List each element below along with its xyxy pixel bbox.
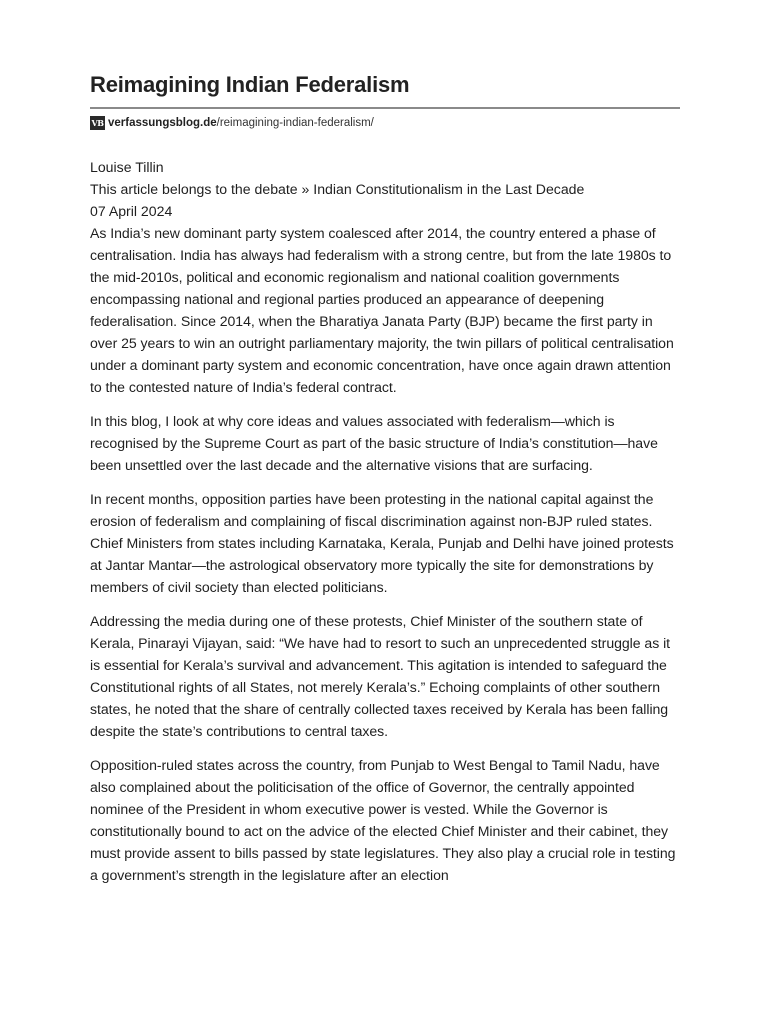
publish-date: 07 April 2024 [90, 203, 173, 219]
author: Louise Tillin [90, 159, 164, 175]
debate-line: This article belongs to the debate » Indian Constitutionalism in the Last Decade [90, 181, 585, 197]
title-divider [90, 107, 680, 109]
paragraph: Opposition-ruled states across the country, from Punjab to West Bengal to Tamil Nadu, have also complained about the politicisation of the office of Governor, the centrally appointed nominee of the President in whom executive power is vested. While the Governor is constitutionally bound to act on the advice of the elected Chief Minister and their cabinet, they must provide assent to bills passed by state legislatures. They also play a crucial role in testing a government’s strength in the legislature after an election [90, 757, 676, 883]
article-body [90, 222, 680, 886]
article-meta [90, 156, 680, 222]
paragraph: Addressing the media during one of these protests, Chief Minister of the southern state of Kerala, Pinarayi Vijayan, said: “We have had to resort to such an unprecedented struggle as it is essential for Kerala’s survival and advancement. This agitation is intended to safeguard the Constitutional rights of all States, not merely Kerala’s.” Echoing complaints of other southern states, he noted that the share of centrally collected taxes received by Kerala has been falling despite the state’s contributions to central taxes. [90, 613, 671, 739]
source-line [90, 115, 680, 131]
paragraph: In this blog, I look at why core ideas and values associated with federalism—which is recognised by the Supreme Court as part of the basic structure of India’s constitution—have been unsettled over the last decade and the alternative visions that are surfacing. [90, 413, 658, 473]
paragraph: As India’s new dominant party system coalesced after 2014, the country entered a phase of centralisation. India has always had federalism with a strong centre, but from the late 1980s to the mid-2010s, political and economic regionalism and national coalition governments encompassing national and regional parties produced an appearance of deepening federalisation. Since 2014, when the Bharatiya Janata Party (BJP) became the first party in over 25 years to win an outright parliamentary majority, the twin pillars of political centralisation under a dominant party system and economic concentration, have once again drawn attention to the contested nature of India’s federal contract. [90, 225, 674, 395]
article [90, 70, 680, 898]
article-title: Reimagining Indian Federalism [90, 72, 410, 97]
source-path-link[interactable]: /reimagining-indian-federalism/ [216, 117, 374, 129]
verfassungsblog-logo-icon: VB [91, 118, 104, 128]
source-domain-link[interactable]: verfassungsblog.de [108, 117, 217, 129]
paragraph: In recent months, opposition parties have been protesting in the national capital against the erosion of federalism and complaining of fiscal discrimination against non-BJP ruled states. Chief Ministers from states including Karnataka, Kerala, Punjab and Delhi have joined protests at Jantar Mantar—the astrological observatory more typically the site for demonstrations by members of civil society than elected politicians. [90, 491, 674, 595]
